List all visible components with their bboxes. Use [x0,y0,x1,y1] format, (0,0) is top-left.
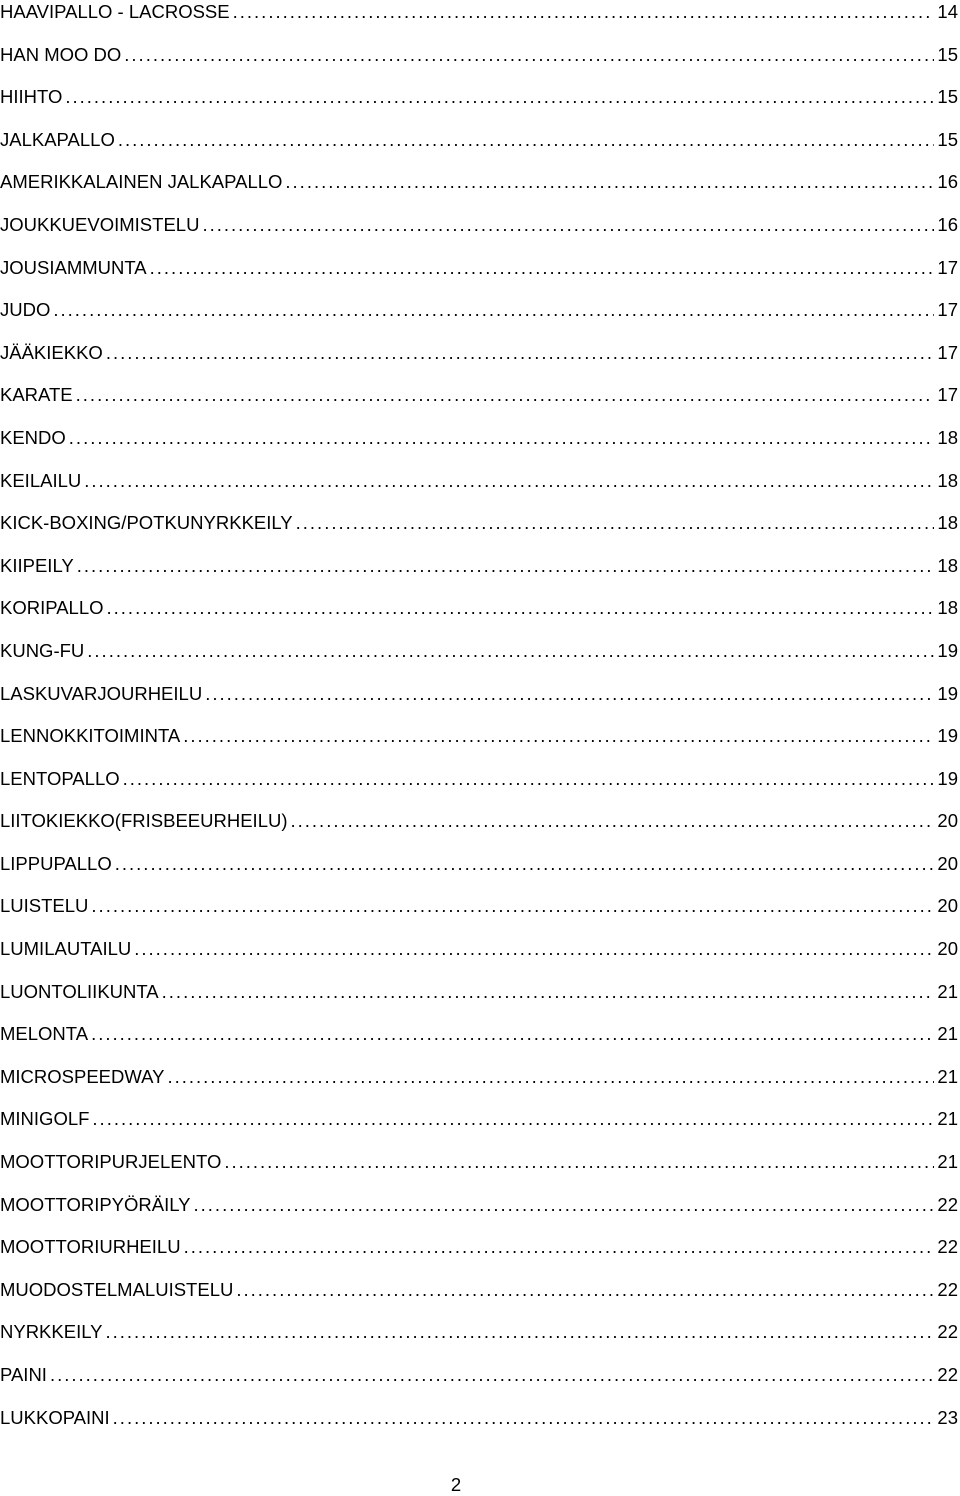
toc-entry[interactable] [0,894,958,937]
toc-entry-page: 19 [937,767,958,789]
toc-entry[interactable] [0,1278,958,1321]
toc-entry-title: MOOTTORIURHEILU [0,1236,181,1258]
toc-entry-page: 19 [937,682,958,704]
toc-entry-title: AMERIKKALAINEN JALKAPALLO [0,171,283,193]
toc-dot-leader [124,43,934,67]
toc-entry-title: JUDO [0,299,51,321]
toc-entry[interactable] [0,1193,958,1236]
toc-entry[interactable] [0,980,958,1023]
toc-entry[interactable] [0,1065,958,1108]
toc-entry[interactable] [0,724,958,767]
toc-entry[interactable] [0,383,958,426]
toc-entry[interactable] [0,852,958,895]
toc-entry-page: 22 [937,1236,958,1258]
toc-entry-title: KICK-BOXING/POTKUNYRKKEILY [0,512,293,534]
toc-entry-title: KEILAILU [0,469,82,491]
toc-entry-title: LENNOKKITOIMINTA [0,725,181,747]
toc-entry-page: 22 [937,1193,958,1215]
toc-dot-leader [134,937,934,961]
toc-dot-leader [76,383,935,407]
toc-entry-page: 21 [937,980,958,1002]
toc-entry-title: LIPPUPALLO [0,852,112,874]
toc-dot-leader [105,1320,934,1344]
toc-entry-title: KENDO [0,426,66,448]
toc-entry-title: JOUSIAMMUNTA [0,256,147,278]
toc-entry[interactable] [0,341,958,384]
toc-entry-title: PAINI [0,1364,47,1385]
toc-entry-page: 18 [937,426,958,448]
toc-entry-page: 17 [937,299,958,321]
toc-entry-page: 19 [937,725,958,747]
toc-entry-title: KORIPALLO [0,597,104,619]
toc-entry-page: 14 [937,1,958,22]
toc-entry-page: 21 [937,1065,958,1087]
toc-dot-leader [113,1406,935,1430]
toc-dot-leader [291,809,935,833]
page-number: 2 [450,1474,462,1495]
toc-dot-leader [65,85,934,109]
toc-entry-page: 18 [937,554,958,576]
toc-entry[interactable] [0,0,958,43]
toc-entry-page: 20 [937,895,958,917]
toc-dot-leader [123,767,935,791]
toc-entry[interactable] [0,682,958,725]
toc-entry-title: LIITOKIEKKO(FRISBEEURHEILU) [0,810,288,832]
toc-entry[interactable] [0,596,958,639]
toc-dot-leader [77,554,935,578]
toc-entry-page: 15 [937,43,958,65]
toc-entry-title: JÄÄKIEKKO [0,341,103,363]
toc-entry[interactable] [0,426,958,469]
toc-entry-page: 21 [937,1108,958,1130]
toc-dot-leader [236,1278,934,1302]
toc-entry[interactable] [0,767,958,810]
toc-entry[interactable] [0,1150,958,1193]
toc-entry-title: JALKAPALLO [0,128,115,150]
toc-entry-title: MOOTTORIPURJELENTO [0,1151,222,1173]
toc-entry-title: NYRKKEILY [0,1321,103,1343]
toc-dot-leader [202,213,934,237]
toc-entry[interactable] [0,1235,958,1278]
toc-dot-leader [92,1107,934,1131]
toc-entry[interactable] [0,1022,958,1065]
toc-entry-title: KIIPEILY [0,554,74,576]
toc-entry-title: MELONTA [0,1023,89,1045]
toc-entry-page: 15 [937,128,958,150]
toc-dot-leader [118,128,935,152]
toc-entry-title: KUNG-FU [0,639,85,661]
toc-entry[interactable] [0,213,958,256]
toc-entry-title: HAN MOO DO [0,43,122,65]
toc-entry-page: 18 [937,597,958,619]
toc-entry-page: 20 [937,852,958,874]
toc-entry-page: 18 [937,512,958,534]
toc-entry-title: MOOTTORIPYÖRÄILY [0,1193,191,1215]
toc-entry[interactable] [0,937,958,980]
toc-entry-page: 16 [937,171,958,193]
toc-entry-title: MICROSPEEDWAY [0,1065,165,1087]
toc-entry-page: 15 [937,86,958,108]
toc-dot-leader [87,639,934,663]
toc-dot-leader [233,0,935,24]
toc-entry-title: HIIHTO [0,86,63,108]
toc-entry[interactable] [0,554,958,597]
toc-entry-title: JOUKKUEVOIMISTELU [0,213,200,235]
toc-dot-leader [285,170,934,194]
toc-entry-title: MUODOSTELMALUISTELU [0,1278,234,1300]
toc-entry[interactable] [0,1107,958,1150]
toc-entry[interactable] [0,469,958,512]
toc-entry-page: 16 [937,213,958,235]
toc-entry-title: LUMILAUTAILU [0,938,132,960]
toc-dot-leader [167,1065,934,1089]
toc-entry-page: 18 [937,469,958,491]
toc-entry[interactable] [0,1406,958,1449]
toc-entry-title: HAAVIPALLO - LACROSSE [0,1,230,22]
toc-entry-page: 23 [937,1406,958,1428]
toc-entry-title: MINIGOLF [0,1108,90,1130]
toc-dot-leader [106,341,935,365]
toc-entry[interactable] [0,170,958,213]
toc-entry[interactable] [0,128,958,171]
toc-entry-page: 21 [937,1151,958,1173]
toc-dot-leader [184,1235,935,1259]
toc-dot-leader [205,682,934,706]
toc-entry-page: 22 [937,1321,958,1343]
toc-entry[interactable] [0,43,958,86]
toc-dot-leader [224,1150,934,1174]
toc-entry-title: KARATE [0,384,73,406]
toc-entry-page: 17 [937,256,958,278]
toc-entry-title: LUONTOLIIKUNTA [0,980,159,1002]
toc-dot-leader [183,724,934,748]
toc-dot-leader [194,1193,935,1217]
toc-entry[interactable] [0,1363,958,1406]
toc-dot-leader [150,256,935,280]
toc-entry-page: 19 [937,639,958,661]
toc-entry-title: LENTOPALLO [0,767,120,789]
toc-entry[interactable] [0,85,958,128]
toc-dot-leader [53,298,934,322]
toc-dot-leader [162,980,935,1004]
toc-entry-page: 17 [937,384,958,406]
toc-entry[interactable] [0,1320,958,1363]
toc-dot-leader [69,426,935,450]
toc-dot-leader [296,511,935,535]
toc-entry-title: LASKUVARJOURHEILU [0,682,203,704]
toc-entry-title: LUKKOPAINI [0,1406,110,1428]
toc-entry-page: 21 [937,1023,958,1045]
toc-entry-page: 17 [937,341,958,363]
toc-entry-page: 20 [937,938,958,960]
toc-entry-title: LUISTELU [0,895,89,917]
toc-dot-leader [84,469,934,493]
toc-entry[interactable] [0,639,958,682]
toc-dot-leader [91,1022,934,1046]
toc-entry[interactable] [0,511,958,554]
toc-entry-page: 22 [937,1278,958,1300]
toc-dot-leader [107,596,935,620]
toc-entry-page: 22 [937,1364,958,1385]
toc-dot-leader [91,894,934,918]
toc-entry[interactable] [0,809,958,852]
toc-entry[interactable] [0,256,958,299]
toc-dot-leader [115,852,935,876]
toc-entry-page: 20 [937,810,958,832]
toc-entry[interactable] [0,298,958,341]
toc-dot-leader [50,1363,934,1387]
